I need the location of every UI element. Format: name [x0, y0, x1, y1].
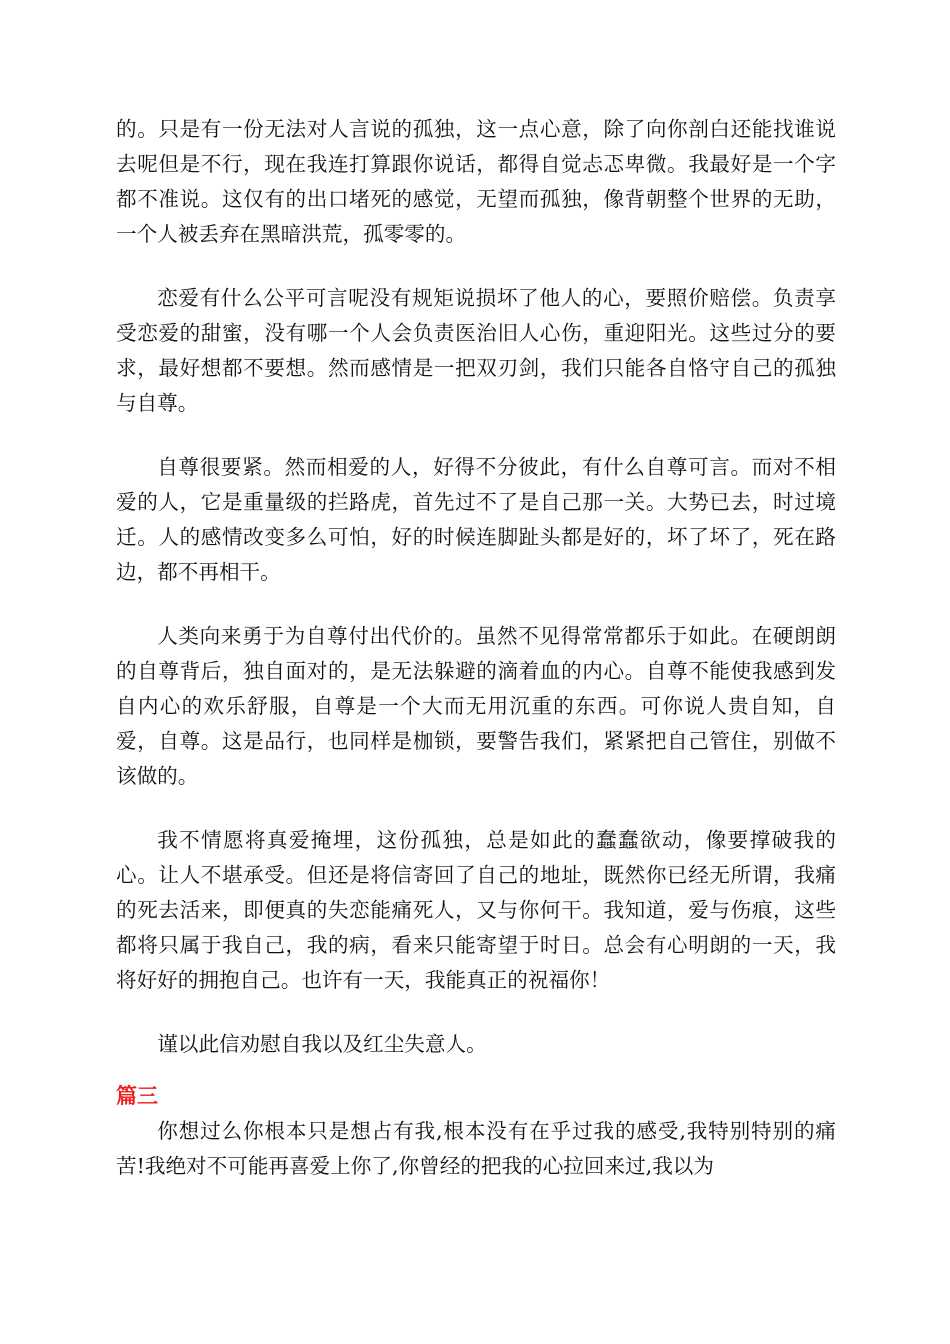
- paragraph-1: 的。只是有一份无法对人言说的孤独，这一点心意，除了向你剖白还能找谁说去呢但是不行，现在我连打算跟你说话，都得自觉忐忑卑微。我最好是一个字都不准说。这仅有的出口堵死的感觉，无望而孤独，像背朝整个世界的无助，一个人被丢弃在黑暗洪荒，孤零零的。: [116, 117, 836, 246]
- document-body: [116, 112, 836, 1213]
- paragraph-6: 谨以此信劝慰自我以及红尘失意人。: [157, 1032, 487, 1056]
- section-heading: 篇三: [116, 1084, 158, 1108]
- paragraph-5: 我不情愿将真爱掩埋，这份孤独，总是如此的蠢蠢欲动，像要撑破我的心。让人不堪承受。但还是将信寄回了自己的地址，既然你已经无所谓，我痛的死去活来，即便真的失恋能痛死人，又与你何干。我知道，爱与伤痕，这些都将只属于我自己，我的病，看来只能寄望于时日。总会有心明朗的一天，我将好好的拥抱自己。也许有一天，我能真正的祝福你！: [116, 828, 836, 992]
- paragraph-3: 自尊很要紧。然而相爱的人，好得不分彼此，有什么自尊可言。而对不相爱的人，它是重量级的拦路虎，首先过不了是自己那一关。大势已去，时过境迁。人的感情改变多么可怕，好的时候连脚趾头都是好的，坏了坏了，死在路边，都不再相干。: [116, 455, 836, 584]
- paragraph-7: 你想过么你根本只是想占有我,根本没有在乎过我的感受,我特别特别的痛苦!我绝对不可能再喜爱上你了,你曾经的把我的心拉回来过,我以为: [116, 1119, 836, 1178]
- paragraph-2: 恋爱有什么公平可言呢没有规矩说损坏了他人的心，要照价赔偿。负责享受恋爱的甜蜜，没有哪一个人会负责医治旧人心伤，重迎阳光。这些过分的要求，最好想都不要想。然而感情是一把双刃剑，我们只能各自恪守自己的孤独与自尊。: [116, 286, 836, 415]
- paragraph-4: 人类向来勇于为自尊付出代价的。虽然不见得常常都乐于如此。在硬朗朗的自尊背后，独自面对的，是无法躲避的滴着血的内心。自尊不能使我感到发自内心的欢乐舒服，自尊是一个大而无用沉重的东西。可你说人贵自知，自爱，自尊。这是品行，也同样是枷锁，要警告我们，紧紧把自己管住，别做不该做的。: [116, 624, 836, 788]
